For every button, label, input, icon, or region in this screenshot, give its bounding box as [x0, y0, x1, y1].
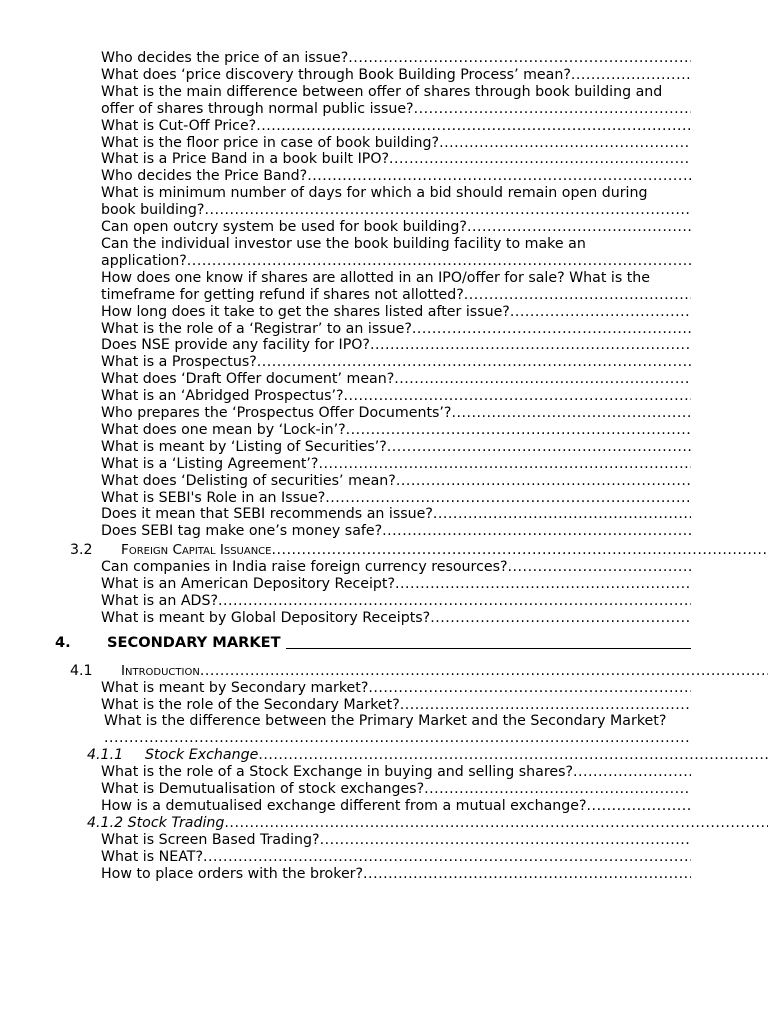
question-text: Who decides the price of an issue?	[101, 50, 349, 66]
toc-question	[101, 337, 691, 354]
toc-question	[101, 490, 691, 507]
question-text: What is a Price Band in a book built IPO?	[101, 151, 390, 168]
toc-question	[101, 849, 691, 866]
question-text: application?	[101, 252, 187, 269]
section-title: Stock Exchange	[145, 747, 259, 764]
dot-leader	[396, 473, 691, 490]
table-of-contents	[0, 50, 768, 883]
question-text: Does it mean that SEBI recommends an issue?	[101, 506, 433, 523]
toc-question	[101, 610, 691, 627]
dot-leader	[433, 506, 691, 523]
toc-question	[101, 405, 691, 422]
section-number: 4.1	[70, 662, 93, 679]
question-text: What is SEBI's Role in an Issue?	[101, 489, 326, 506]
toc-question	[101, 422, 691, 439]
toc-question	[101, 67, 691, 84]
dot-leader	[439, 135, 691, 152]
dot-leader	[467, 219, 691, 236]
dot-leader	[348, 50, 691, 67]
toc-group-introduction	[0, 680, 768, 714]
toc-section-4-1	[70, 663, 691, 680]
toc-question	[101, 185, 707, 202]
chapter-underline	[286, 635, 691, 649]
toc-question	[101, 219, 691, 236]
toc-section-4-1-1	[87, 747, 691, 764]
question-text: What is the role of a Stock Exchange in buying and selling shares?	[101, 764, 573, 781]
question-text: What is an ‘Abridged Prospectus’?	[101, 388, 344, 405]
question-text: How to place orders with the broker?	[101, 865, 364, 882]
toc-question	[101, 764, 691, 781]
dot-leader	[389, 151, 691, 168]
toc-question	[101, 304, 691, 321]
chapter-title: SECONDARY MARKET	[107, 633, 281, 651]
dot-leader	[257, 354, 691, 371]
toc-question	[101, 321, 691, 338]
question-text: Does SEBI tag make one’s money safe?	[101, 523, 383, 540]
question-text: What is an ADS?	[101, 593, 218, 609]
toc-question	[101, 287, 691, 304]
toc-question: What is the difference between the Primary Market and the Secondary Market?	[104, 713, 667, 730]
dot-leader	[424, 781, 691, 798]
section-number: 3.2	[70, 542, 93, 559]
toc-question	[101, 202, 691, 219]
toc-group-book-building	[0, 50, 768, 540]
toc-section-4-1-2	[87, 815, 691, 832]
dot-leader	[256, 118, 691, 135]
dot-leader	[271, 542, 768, 559]
dot-leader	[510, 304, 691, 321]
dot-leader	[430, 610, 691, 627]
dot-leader	[307, 168, 691, 185]
question-text: What does ‘price discovery through Book Building Process’ mean?	[101, 66, 571, 83]
toc-question	[101, 388, 691, 405]
question-text: Can companies in India raise foreign currency resources?	[101, 559, 508, 576]
toc-question	[101, 101, 691, 118]
dot-leader	[395, 576, 691, 593]
toc-question	[101, 118, 691, 135]
dot-leader	[414, 101, 691, 118]
dot-leader	[204, 202, 691, 219]
question-text: timeframe for getting refund if shares not allotted?	[101, 286, 464, 303]
question-text: What is NEAT?	[101, 848, 204, 865]
question-text: What is the role of the Secondary Market?	[101, 696, 400, 713]
toc-question	[101, 593, 691, 610]
toc-group-stock-trading	[0, 832, 768, 883]
section-number: 4.1.1	[87, 747, 124, 764]
dot-leader	[368, 680, 691, 697]
question-text: What is an American Depository Receipt?	[101, 576, 396, 593]
dot-leader	[363, 866, 691, 883]
dot-leader	[344, 388, 692, 405]
section-title: Introduction	[121, 662, 200, 679]
dot-leader	[451, 405, 691, 422]
section-title: 4.1.2 Stock Trading	[87, 814, 225, 831]
question-text: What is Cut-Off Price?	[101, 117, 257, 134]
dot-leader	[320, 832, 691, 849]
question-text: Who decides the Price Band?	[101, 168, 308, 185]
question-text: What is Demutualisation of stock exchanges?	[101, 781, 425, 798]
toc-question	[101, 473, 691, 490]
dot-leader	[573, 764, 691, 781]
toc-question	[101, 439, 691, 456]
question-text: book building?	[101, 202, 205, 219]
toc-question	[101, 832, 691, 849]
toc-question	[101, 866, 691, 883]
toc-question	[101, 680, 691, 697]
question-text: What does ‘Delisting of securities’ mean?	[101, 472, 396, 489]
dot-leader	[258, 747, 768, 764]
question-text: What does ‘Draft Offer document’ mean?	[101, 371, 395, 388]
question-text: What is Screen Based Trading?	[101, 831, 320, 848]
dot-leader	[318, 456, 691, 473]
dot-leader	[203, 849, 691, 866]
question-text: What does one mean by ‘Lock-in’?	[101, 421, 346, 438]
dot-leader	[400, 697, 691, 714]
dot-leader	[224, 815, 768, 832]
toc-question	[101, 253, 691, 270]
toc-question	[101, 84, 707, 101]
chapter-number: 4.	[55, 633, 71, 651]
dot-leader	[346, 422, 691, 439]
dot-leader	[394, 371, 691, 388]
dot-leader	[387, 439, 691, 456]
dot-leader	[571, 67, 691, 84]
toc-question	[101, 270, 707, 287]
toc-question	[101, 506, 691, 523]
toc-section-3-2	[70, 542, 691, 559]
toc-question	[101, 697, 691, 714]
question-text: How does one know if shares are allotted in an IPO/offer for sale? What is the	[101, 269, 651, 286]
dot-leader	[412, 321, 691, 338]
dot-leader	[325, 490, 691, 507]
toc-question	[101, 798, 691, 815]
dot-leader	[587, 798, 691, 815]
dot-leader	[382, 523, 691, 540]
dot-leader	[218, 593, 691, 610]
toc-question	[101, 135, 691, 152]
question-text: Can the individual investor use the book building facility to make an	[101, 235, 586, 252]
question-text: What is the main difference between offer of shares through book building and	[101, 83, 663, 100]
dot-leader	[104, 730, 691, 747]
question-text: Who prepares the ‘Prospectus Offer Documents’?	[101, 405, 452, 422]
question-text: What is meant by Global Depository Receipts?	[101, 609, 431, 626]
toc-group-foreign-capital	[0, 559, 768, 627]
section-title: Foreign Capital Issuance	[121, 542, 272, 559]
toc-question	[101, 168, 691, 185]
question-text: What is minimum number of days for which a bid should remain open during	[101, 185, 648, 202]
question-text: What is meant by Secondary market?	[101, 679, 369, 696]
toc-chapter-4	[55, 635, 691, 652]
question-text: What is a ‘Listing Agreement’?	[101, 455, 319, 472]
dot-leader	[200, 663, 768, 680]
question-text: What is a Prospectus?	[101, 354, 257, 371]
question-text: What is meant by ‘Listing of Securities’?	[101, 438, 387, 455]
toc-group-stock-exchange	[0, 764, 768, 815]
question-text: What is the floor price in case of book building?	[101, 134, 440, 151]
toc-question	[101, 523, 691, 540]
question-text: How is a demutualised exchange different from a mutual exchange?	[101, 797, 587, 814]
dot-leader	[508, 559, 691, 576]
toc-question	[101, 456, 691, 473]
question-text: Does NSE provide any facility for IPO?	[101, 337, 370, 354]
question-text: How long does it take to get the shares listed after issue?	[101, 303, 510, 320]
toc-question	[101, 354, 691, 371]
toc-question	[101, 576, 691, 593]
question-text: offer of shares through normal public issue?	[101, 100, 414, 117]
dot-leader	[187, 253, 691, 270]
toc-question	[101, 151, 691, 168]
toc-question	[101, 781, 691, 798]
toc-question	[101, 236, 707, 253]
dot-leader	[370, 337, 691, 354]
toc-question	[101, 50, 691, 67]
toc-question	[101, 371, 691, 388]
question-text: Can open outcry system be used for book building?	[101, 219, 467, 236]
dot-leader	[464, 287, 691, 304]
question-text: What is the role of a ‘Registrar’ to an issue?	[101, 320, 412, 337]
toc-question	[101, 559, 691, 576]
